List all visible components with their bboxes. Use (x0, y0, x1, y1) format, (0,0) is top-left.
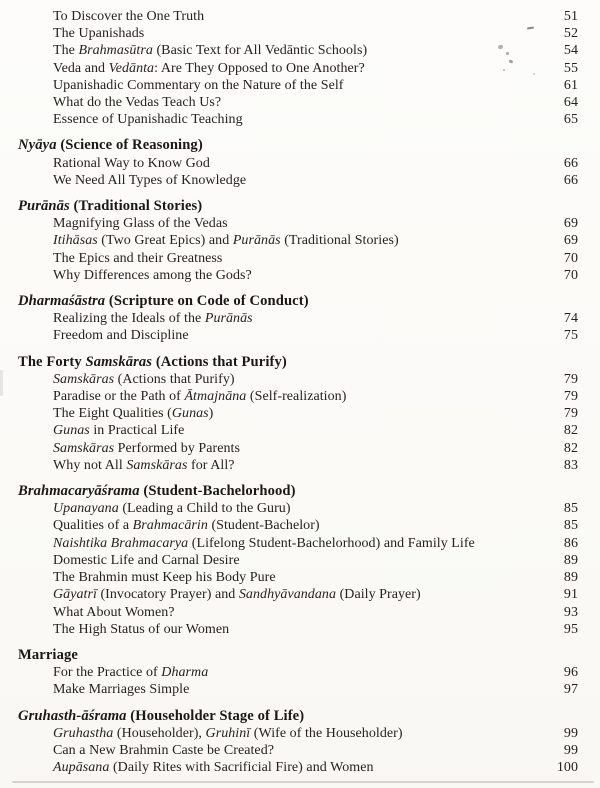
toc-entry-title: We Need All Types of Knowledge (53, 172, 247, 188)
toc-entry-page: 100 (556, 760, 578, 776)
toc-entry-page: 74 (563, 311, 578, 327)
scan-speck (506, 52, 509, 55)
toc-entry (18, 232, 578, 249)
toc-entry-title: Rational Way to Know God (53, 155, 210, 171)
toc-entry-title: What do the Vedas Teach Us? (53, 95, 222, 111)
toc-section (18, 137, 578, 189)
toc-entry-title: Aupāsana (Daily Rites with Sacrificial Fire) and Women (53, 760, 374, 776)
toc-entry (18, 440, 578, 457)
toc-section (18, 198, 578, 284)
toc-entry (18, 388, 578, 405)
toc-entry-title: Gruhastha (Householder), Gruhinī (Wife of the Householder) (53, 725, 403, 741)
toc-entry-page: 54 (563, 43, 578, 59)
toc-entry (18, 8, 578, 25)
toc-entry-title: To Discover the One Truth (53, 9, 205, 24)
toc-entry-title: Why Differences among the Gods? (53, 267, 252, 283)
toc-entry-page: 66 (563, 172, 578, 188)
toc-entry (18, 569, 578, 586)
toc-entry (18, 77, 578, 94)
toc-entry-page: 97 (563, 682, 578, 698)
toc-entry-title: Samskāras (Actions that Purify) (53, 371, 235, 387)
toc-entry-page: 66 (563, 155, 578, 171)
toc-section-heading: Purānās (Traditional Stories) (18, 198, 203, 215)
toc-entry (18, 457, 578, 474)
toc-entry-title: Paradise or the Path of Ātmajnāna (Self-realization) (53, 389, 347, 405)
scan-artifact-bottom-line (12, 781, 594, 783)
toc-entry-page: 85 (563, 501, 578, 517)
toc-entry-title: The High Status of our Women (53, 621, 230, 637)
toc-entry (18, 371, 578, 388)
toc-entry (18, 759, 578, 776)
toc-entry-page: 79 (563, 406, 578, 422)
toc-entry (18, 664, 578, 681)
toc-entry-title: Veda and Vedānta: Are They Opposed to One Another? (53, 60, 365, 76)
toc-entry (18, 310, 578, 327)
toc-entry (18, 60, 578, 77)
toc-entry-page: 83 (563, 457, 578, 473)
toc-entry (18, 725, 578, 742)
toc-entry-title: Gāyatrī (Invocatory Prayer) and Sandhyāvandana (Daily Prayer) (53, 587, 421, 603)
toc-section-heading: Marriage (18, 646, 78, 663)
toc-entry-page: 82 (563, 440, 578, 456)
toc-entry (18, 586, 578, 603)
toc-entry-title: The Epics and their Greatness (53, 250, 223, 266)
toc-entry-page: 95 (563, 621, 578, 637)
toc-entry (18, 172, 578, 189)
toc-entry (18, 215, 578, 232)
toc-entry-title: The Brahmasūtra (Basic Text for All Vedāntic Schools) (53, 43, 368, 59)
toc-entry-page: 61 (563, 77, 578, 93)
toc-entry-page: 70 (563, 267, 578, 283)
toc-entry-title: Why not All Samskāras for All? (53, 457, 235, 473)
toc-entry-title: Gunas in Practical Life (53, 423, 185, 439)
toc-entry-page: 85 (563, 518, 578, 534)
toc-entry-page: 65 (563, 112, 578, 128)
toc-entry (18, 681, 578, 698)
toc-entry-title: Essence of Upanishadic Teaching (53, 112, 243, 128)
toc-entry (18, 327, 578, 344)
toc-section (18, 8, 578, 128)
toc-entry-page: 82 (563, 423, 578, 439)
toc-entry-page: 64 (563, 95, 578, 111)
toc-entry (18, 267, 578, 284)
toc-entry-page: 93 (563, 604, 578, 620)
toc-entry-page: 99 (563, 742, 578, 758)
toc-entry (18, 250, 578, 267)
toc-entry-page: 55 (563, 60, 578, 76)
toc-entry-page: 70 (563, 250, 578, 266)
toc-entry-title: Naishtika Brahmacarya (Lifelong Student-Bachelorhood) and Family Life (53, 535, 475, 551)
toc-entry-title: What About Women? (53, 604, 175, 620)
toc-section-heading: Dharmaśāstra (Scripture on Code of Conduct) (18, 293, 309, 310)
toc-section (18, 354, 578, 474)
toc-entry (18, 111, 578, 128)
toc-section (18, 647, 578, 699)
toc-entry-title: The Upanishads (53, 26, 145, 42)
toc-entry-title: Domestic Life and Carnal Desire (53, 552, 240, 568)
toc-section-heading: Nyāya (Science of Reasoning) (18, 137, 203, 154)
toc-entry-page: 69 (563, 216, 578, 232)
toc-entry-page: 96 (563, 665, 578, 681)
toc-entry (18, 500, 578, 517)
toc-entry (18, 405, 578, 422)
toc-entry (18, 25, 578, 42)
toc-entry-page: 79 (563, 389, 578, 405)
scan-speck (0, 370, 3, 396)
table-of-contents (18, 8, 578, 776)
toc-entry (18, 621, 578, 638)
toc-entry-title: Samskāras Performed by Parents (53, 440, 240, 456)
toc-entry-page: 69 (563, 233, 578, 249)
toc-entry (18, 517, 578, 534)
toc-entry-page: 75 (563, 328, 578, 344)
toc-entry-page: 51 (563, 9, 578, 24)
toc-entry (18, 94, 578, 111)
toc-entry-page: 89 (563, 570, 578, 586)
toc-entry-page: 52 (563, 26, 578, 42)
toc-entry (18, 422, 578, 439)
toc-section (18, 293, 578, 345)
toc-section-heading: Gruhasth-āśrama (Householder Stage of Life) (18, 707, 305, 724)
toc-entry-title: Itihāsas (Two Great Epics) and Purānās (Traditional Stories) (53, 233, 399, 249)
toc-entry-page: 91 (563, 587, 578, 603)
toc-entry-title: The Brahmin must Keep his Body Pure (53, 570, 276, 586)
toc-entry (18, 552, 578, 569)
toc-entry-title: Realizing the Ideals of the Purānās (53, 311, 253, 327)
toc-entry (18, 742, 578, 759)
toc-entry (18, 42, 578, 59)
toc-entry-title: Can a New Brahmin Caste be Created? (53, 742, 275, 758)
toc-entry (18, 604, 578, 621)
toc-entry-title: Upanayana (Leading a Child to the Guru) (53, 501, 291, 517)
toc-entry-title: Make Marriages Simple (53, 682, 190, 698)
toc-section-heading: The Forty Samskāras (Actions that Purify) (18, 353, 287, 370)
toc-entry (18, 155, 578, 172)
toc-entry (18, 535, 578, 552)
toc-section-heading: Brahmacaryāśrama (Student-Bachelorhood) (18, 483, 296, 500)
scan-speck (503, 69, 505, 71)
toc-entry-page: 89 (563, 552, 578, 568)
toc-section (18, 483, 578, 638)
scan-speck (533, 73, 535, 75)
toc-entry-title: For the Practice of Dharma (53, 665, 209, 681)
toc-entry-page: 86 (563, 535, 578, 551)
toc-entry-title: Upanishadic Commentary on the Nature of the Self (53, 77, 344, 93)
toc-entry-title: Qualities of a Brahmacārin (Student-Bachelor) (53, 518, 320, 534)
toc-entry-page: 79 (563, 371, 578, 387)
toc-entry-title: Freedom and Discipline (53, 328, 189, 344)
toc-entry-title: Magnifying Glass of the Vedas (53, 216, 228, 232)
toc-section (18, 708, 578, 777)
toc-entry-page: 99 (563, 725, 578, 741)
toc-entry-title: The Eight Qualities (Gunas) (53, 406, 214, 422)
